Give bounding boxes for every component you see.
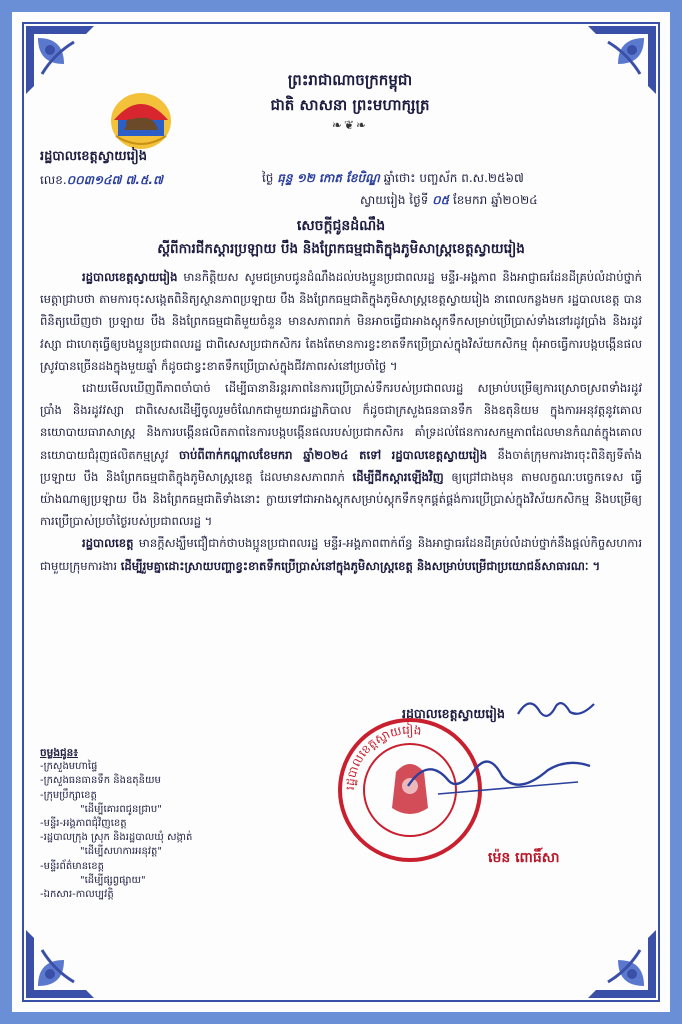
signatory-organization: រដ្ឋបាលខេត្តស្វាយរៀង: [402, 706, 505, 721]
paragraph-1-lead: រដ្ឋបាលខេត្តស្វាយរៀង: [82, 270, 178, 284]
recipient-item: -ក្រុមប្រឹក្សាខេត្ត: [40, 789, 97, 801]
reference-prefix: លេខ.: [40, 173, 67, 187]
paragraph-1-text: មានកិត្តិយស សូមជម្រាបជូនដំណឹងដល់បងប្អូនប្រជាពលរដ្ឋ មន្ទីរ-អង្គភាព និងអាជ្ញាធរដែនដីគ្រប់លំដាប់ថ្នាក់ មេត្តាជ្រាបថា តាមការចុះសង្កេតពិនិត្យស្ថានភាពប្រឡាយ បឹង និងព្រែកធម្មជាតិក្នុងភូមិសាស្ត្រខេត្តស្វាយរៀង នាពេលកន្លងមក រដ្ឋបាលខេត្ត បានពិនិត្យឃើញថា ប្រឡាយ បឹង និងព្រែកធម្មជាតិមួយចំនួន មានសភាពរាក់ មិនអាចធ្វើជាអាងស្តុកទឹកសម្រាប់ប្រើប្រាស់ទាំងនៅរដូវប្រាំង និងរដូវវស្សា ជាហេតុធ្វើឲ្យបងប្អូនប្រជាពលរដ្ឋ ជាពិសេសប្រជាកសិករ តែងតែមានការខ្វះខាតទឹកប្រើប្រាស់ក្នុងវិស័យកសិកម្ម ពុំអាចធ្វើការបង្កបង្កើនផលស្រូវបានច្រើនដងក្នុងមួយឆ្នាំ ក៏ដូចជាខ្វះខាតទឹកប្រើប្រាស់ក្នុងជីវភាពរស់នៅប្រចាំថ្ងៃ ។: [40, 270, 643, 373]
nation-religion-king: ជាតិ សាសនា ព្រះមហាក្សត្រ: [270, 96, 430, 114]
recipient-note: "ដើម្បីគោរពជូនជ្រាប": [80, 803, 162, 815]
corner-ornament-bottom-right: [586, 928, 658, 1000]
emblem-logo: [108, 90, 174, 152]
paragraph-2: [40, 377, 642, 532]
paragraph-2-date: ចាប់ពីពាក់កណ្តាលខែមករា ឆ្នាំ២០២៤ តទៅ: [179, 447, 382, 462]
corner-ornament-top-left: [24, 24, 96, 96]
recipient-note: "ដើម្បីផ្សព្វផ្សាយ": [80, 874, 146, 886]
recipients-list: [40, 746, 310, 902]
corner-ornament-bottom-left: [24, 928, 96, 1000]
paragraph-3: [40, 532, 642, 576]
solar-date-prefix: ស្វាយរៀង ថ្ងៃទី: [360, 193, 429, 207]
kingdom-title: ព្រះរាជាណាចក្រកម្ពុជា: [287, 71, 413, 89]
document-type: សេចក្តីជូនដំណឹង: [296, 218, 386, 234]
handwritten-initial: [510, 688, 600, 728]
recipient-item: -ក្រសួងមហាផ្ទៃ: [40, 761, 98, 773]
solar-date: [360, 192, 538, 210]
handwritten-signature: [398, 746, 598, 806]
solar-date-suffix: ខែមករា ឆ្នាំ២០២៤: [452, 193, 538, 207]
paragraph-3-text: មានក្តីសង្ឃឹមជឿជាក់ថាបងប្អូនប្រជាពលរដ្ឋ មន្ទីរ-អង្គភាពពាក់ព័ន្ធ និងអាជ្ញាធរដែនដីគ្រប់លំដាប់ថ្នាក់នឹងផ្តល់កិច្ចសហការជាមួយក្រុមការងារ: [40, 536, 643, 573]
recipient-item: -មន្ទីរ-អង្គភាពជុំវិញខេត្ត: [40, 818, 127, 830]
signatory-name: ម៉េន ពោធិ៍សា: [488, 850, 560, 866]
paragraph-2-purpose: ដើម្បីជីកស្តារឡើងវិញ: [352, 469, 444, 484]
recipients-title: ចម្លងជូន៖: [40, 747, 78, 759]
solar-date-value: ០៥: [432, 193, 450, 207]
document-subject: ស្តីពីការជីកស្តារប្រឡាយ បឹង និងព្រែកធម្មជាតិក្នុងភូមិសាស្ត្រខេត្តស្វាយរៀង: [157, 241, 525, 257]
paragraph-2-text: ដោយមើលឃើញពីភាពចាំបាច់ ដើម្បីធានានិរន្តរភាពនៃការប្រើប្រាស់ទឹករបស់ប្រជាពលរដ្ឋ សម្រាប់បម្រើឲ្យការស្រោចស្រពទាំងរដូវប្រាំង និងរដូវវស្សា ជាពិសេសដើម្បីចូលរួមចំណែកជាមួយរាជរដ្ឋាភិបាល ក៏ដូចជាក្រសួងធនធានទឹក និងឧតុនិយម ក្នុងការអនុវត្តនូវគោលនយោបាយធារាសាស្ត្រ និងការបង្កើនផលិតភាពនៃការបង្កបង្កើនផលរបស់ប្រជាកសិករ គាំទ្រដល់ផែនការសកម្មភាពដែលមានកំណត់ក្នុងគោលនយោបាយជំរុញផលិតកម្មស្រូវ: [40, 381, 642, 462]
recipient-item: -ក្រសួងធនធានទឹក និងឧតុនិយម: [40, 775, 161, 787]
issuing-authority: រដ្ឋបាលខេត្តស្វាយរៀង: [40, 149, 148, 164]
lunar-date-prefix: ថ្ងៃ: [262, 171, 274, 185]
lunar-date-value: ធុន្ទ ១២ កោត ខែបិណ្ឌ: [277, 171, 380, 185]
recipient-item: -មន្ទីរព័ត៌មានខេត្ត: [40, 860, 104, 872]
recipient-item: -ឯកសារ-កាលប្បវត្តិ: [40, 889, 114, 901]
lunar-date-suffix: ឆ្នាំថោះ បញ្ចស័ក ព.ស.២៥៦៧: [383, 171, 524, 185]
lunar-date: [262, 170, 524, 188]
national-motto: [200, 68, 500, 132]
corner-ornament-top-right: [586, 24, 658, 96]
motto-ornament: ❧❦❧: [331, 118, 369, 132]
paragraph-3-lead: រដ្ឋបាលខេត្ត: [82, 536, 134, 551]
recipient-note: "ដើម្បីសហការអនុវត្ត": [80, 846, 163, 858]
paragraph-1: [40, 266, 642, 377]
paragraph-2-authority: រដ្ឋបាលខេត្តស្វាយរៀង: [391, 447, 488, 462]
reference-value: ០០៣១៤៧ ៧.៥.៧: [66, 173, 163, 187]
recipient-item: -រដ្ឋបាលក្រុង ស្រុក និងរដ្ឋបាលឃុំ សង្កាត់: [40, 832, 193, 844]
document-body: [40, 266, 642, 577]
paragraph-2-text-2: នឹងចាត់ក្រុមការងារចុះពិនិត្យទីតាំងប្រឡាយ បឹង និងព្រែកធម្មជាតិក្នុងភូមិសាស្ត្រខេត្ត ដែលមានសភាពរាក់: [40, 447, 643, 484]
paragraph-2-text-3: ឲ្យជ្រៅជាងមុន តាមលក្ខណៈបច្ចេកទេស ធ្វើយ៉ាងណាឲ្យប្រឡាយ បឹង និងព្រែកធម្មជាតិទាំងនោះ ក្លាយទៅជាអាងស្តុកសម្រាប់ស្តុកទឹកទុកផ្គត់ផ្គង់ការប្រើប្រាស់ក្នុងវិស័យកសិកម្ម និងបម្រើឲ្យការប្រើប្រាស់ប្រចាំថ្ងៃរបស់ប្រជាពលរដ្ឋ ។: [40, 469, 642, 529]
seal-text: រដ្ឋបាលខេត្តស្វាយរៀង: [342, 722, 423, 791]
paragraph-3-goal: ដើម្បីរួមគ្នាដោះស្រាយបញ្ហាខ្វះខាតទឹកប្រើប្រាស់នៅក្នុងភូមិសាស្ត្រខេត្ត និងសម្រាប់បម្រើជាប្រយោជន៍សាធារណៈ ។: [120, 558, 601, 573]
reference-number: [40, 172, 163, 190]
